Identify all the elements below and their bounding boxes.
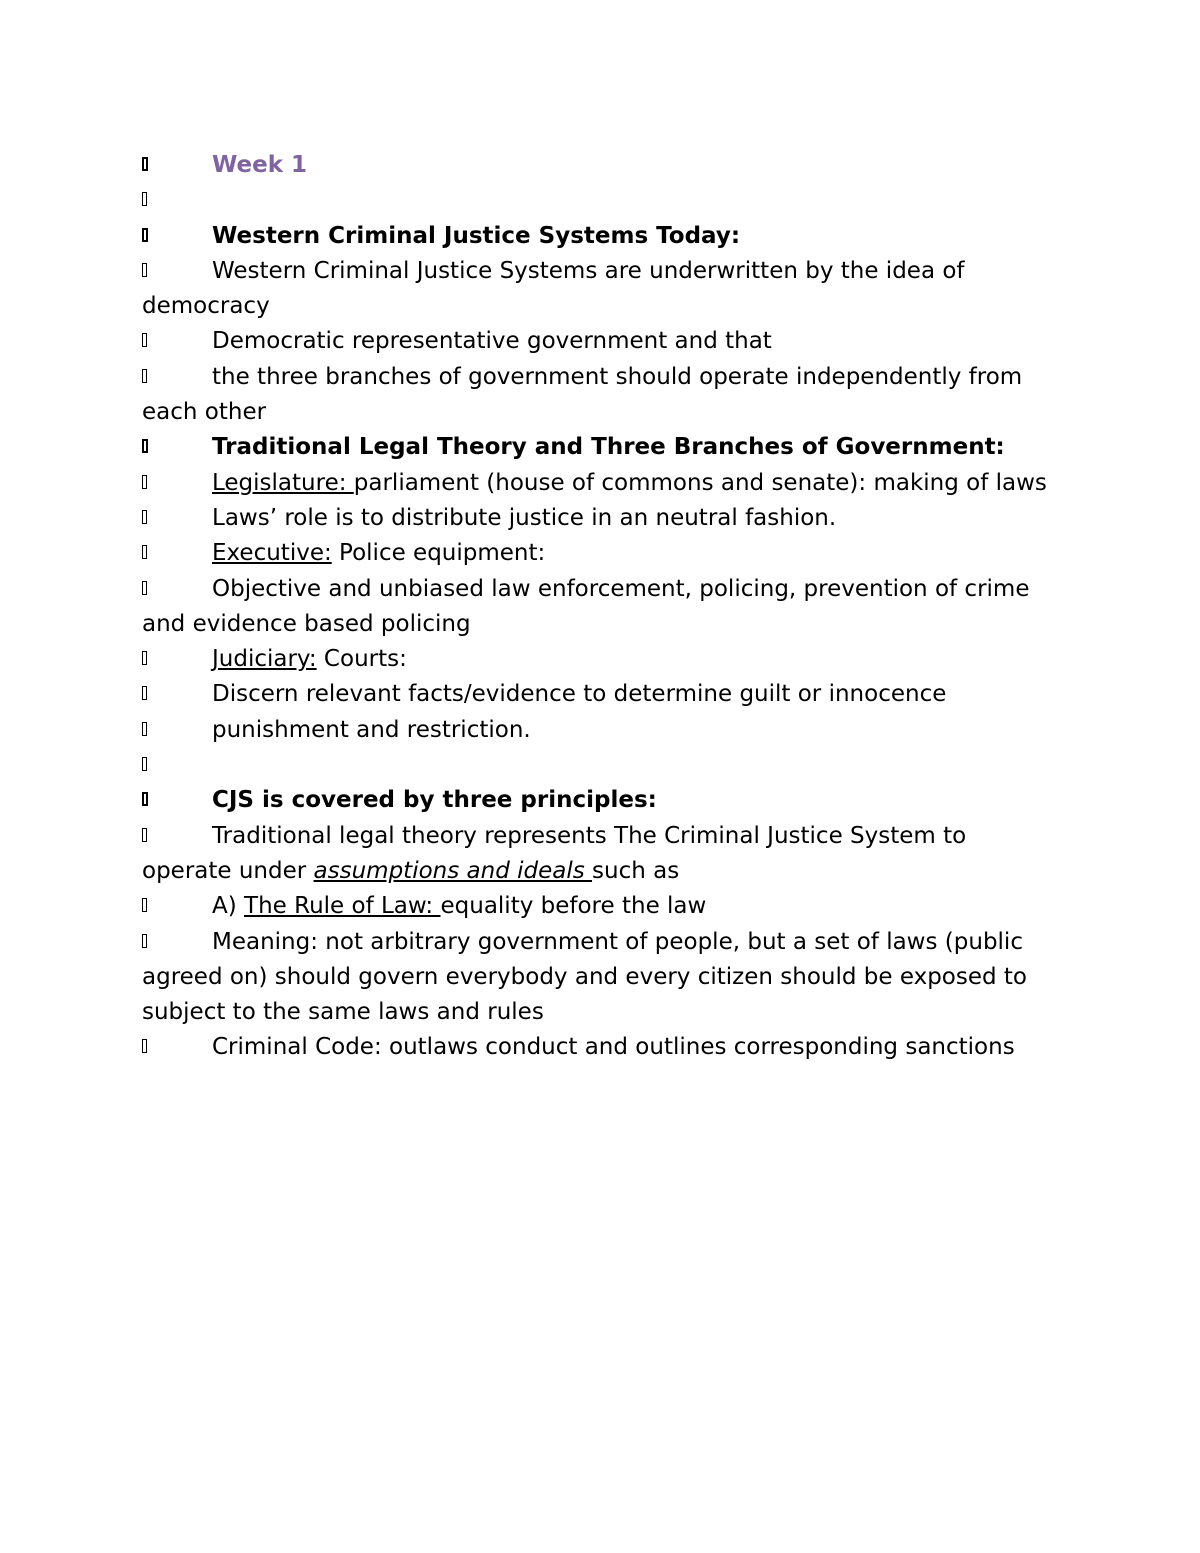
list-item-text: Democratic representative government and that <box>212 328 772 355</box>
list-item-text: Western Criminal Justice Systems are underwritten by the idea of democracy <box>142 257 965 320</box>
term-label: Legislature: <box>212 469 354 496</box>
list-item-text: punishment and restriction. <box>212 716 531 743</box>
week-heading: Week 1 <box>212 152 308 178</box>
list-item <box>142 642 1057 677</box>
list-item <box>142 324 1057 359</box>
list-item <box>142 501 1057 536</box>
list-item <box>142 925 1057 1031</box>
document-body <box>142 148 1057 1066</box>
square-bullet-icon <box>142 183 212 218</box>
square-bullet-icon <box>142 1030 212 1065</box>
list-item-text: Courts: <box>316 646 407 673</box>
list-item <box>142 536 1057 571</box>
list-item <box>142 677 1057 712</box>
list-item-text: Laws’ role is to distribute justice in an neutral fashion. <box>212 504 837 531</box>
list-item <box>142 819 1057 890</box>
list-item <box>142 713 1057 748</box>
heading-text: CJS is covered by three principles: <box>212 787 657 814</box>
square-bullet-icon <box>142 677 212 712</box>
square-bullet-icon <box>142 219 212 254</box>
square-bullet-icon <box>142 889 212 924</box>
week-heading-line <box>142 148 1057 183</box>
term-label: The Rule of Law: <box>244 893 441 920</box>
square-bullet-icon <box>142 466 212 501</box>
list-item-text: Discern relevant facts/evidence to determine guilt or innocence <box>212 681 947 708</box>
list-item-text: the three branches of government should operate independently from each other <box>142 363 1023 426</box>
empty-line <box>142 748 1057 783</box>
section-heading-western-cjs <box>142 219 1057 254</box>
square-bullet-icon <box>142 572 212 607</box>
empty-line <box>142 183 1057 218</box>
list-item <box>142 572 1057 643</box>
square-bullet-icon <box>142 430 212 465</box>
list-item-text: Meaning: not arbitrary government of people, but a set of laws (public agreed on) should govern everybody and every citizen should be exposed to subject to the same laws and rules <box>142 928 1028 1026</box>
square-bullet-icon <box>142 536 212 571</box>
heading-text: Western Criminal Justice Systems Today: <box>212 222 741 249</box>
square-bullet-icon <box>142 713 212 748</box>
term-label: Judiciary: <box>212 646 317 673</box>
list-item-text: Objective and unbiased law enforcement, policing, prevention of crime and evidence based policing <box>142 575 1030 637</box>
square-bullet-icon <box>142 501 212 536</box>
square-bullet-icon <box>142 148 212 183</box>
heading-text: Traditional Legal Theory and Three Branches of Government: <box>212 434 1005 461</box>
list-item <box>142 1030 1057 1065</box>
section-heading-legal-theory <box>142 430 1057 465</box>
list-item-text: Police equipment: <box>331 540 546 567</box>
list-item-text: such as <box>592 857 680 884</box>
list-item-text: equality before the law <box>440 893 707 920</box>
square-bullet-icon <box>142 783 212 818</box>
list-item <box>142 254 1057 325</box>
list-item-text: parliament (house of commons and senate): making of laws <box>353 469 1047 496</box>
square-bullet-icon <box>142 925 212 960</box>
square-bullet-icon <box>142 324 212 359</box>
square-bullet-icon <box>142 642 212 677</box>
list-item-text: Traditional legal theory represents The Criminal Justice System to operate under <box>142 822 967 884</box>
list-item <box>142 360 1057 431</box>
square-bullet-icon <box>142 819 212 854</box>
emphasis-text: assumptions and ideals <box>313 857 593 884</box>
list-item-text: Criminal Code: outlaws conduct and outlines corresponding sanctions <box>212 1034 1015 1061</box>
square-bullet-icon <box>142 254 212 289</box>
list-item <box>142 466 1057 501</box>
square-bullet-icon <box>142 360 212 395</box>
list-item <box>142 889 1057 924</box>
section-heading-cjs-principles <box>142 783 1057 818</box>
list-item-text: A) <box>212 893 245 920</box>
square-bullet-icon <box>142 748 212 783</box>
term-label: Executive: <box>212 540 332 567</box>
